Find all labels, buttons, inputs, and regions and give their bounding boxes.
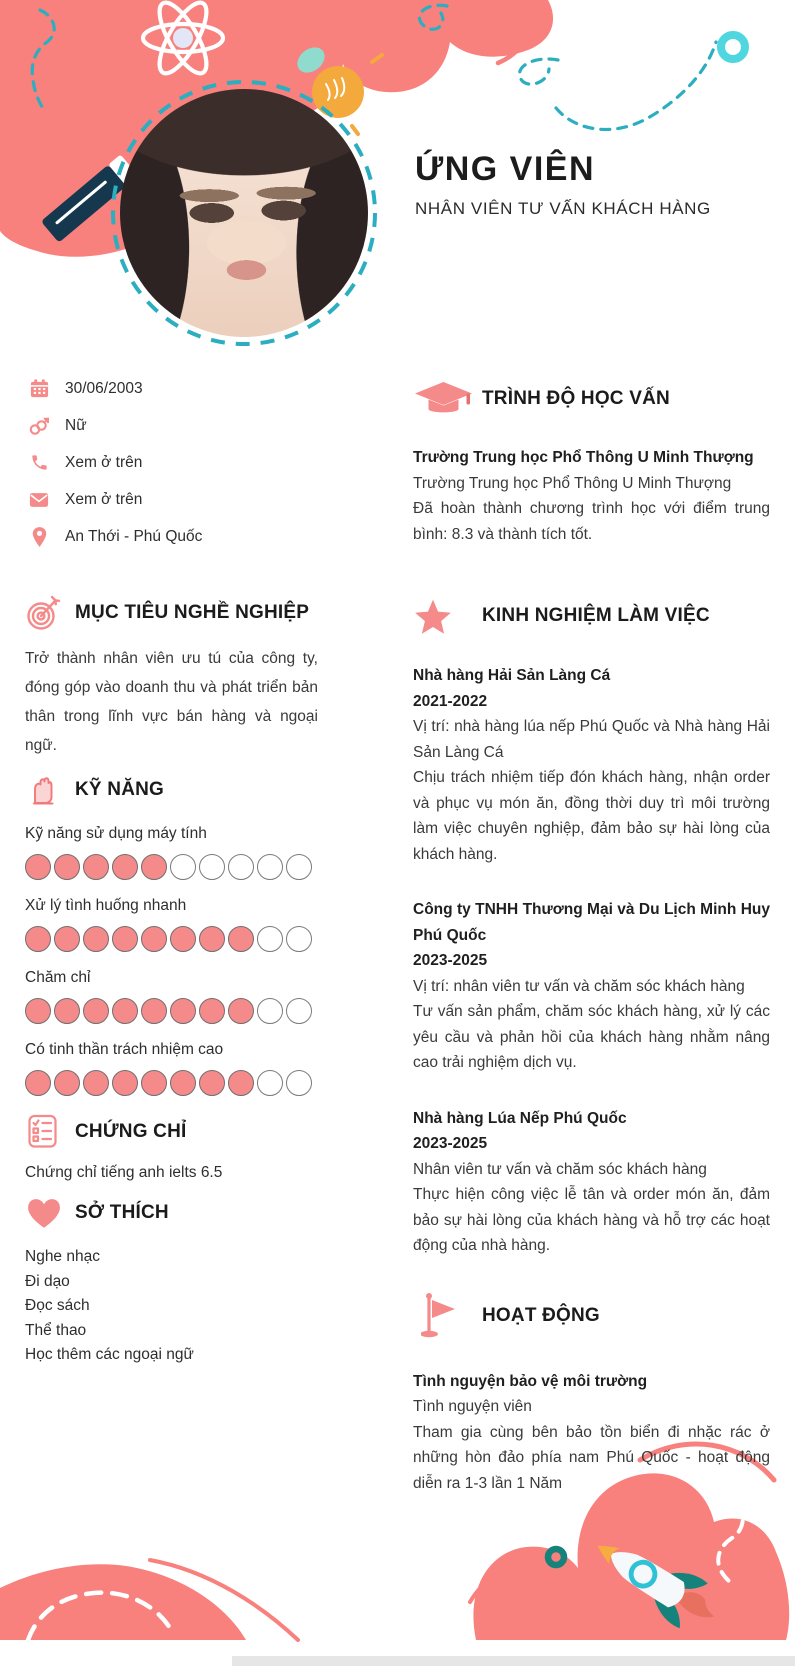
school-name: Trường Trung học Phổ Thông U Minh Thượng [413, 449, 754, 466]
skill-dot-filled [199, 1070, 225, 1096]
skill-dots [25, 926, 318, 952]
job-desc: Chịu trách nhiệm tiếp đón khách hàng, nhận order và phục vụ món ăn, đồng thời duy trì môi trường làm việc chuyên nghiệp, đảm bảo sự hài lòng của khách hàng. [413, 769, 770, 863]
activity-name: Tình nguyện bảo vệ môi trường [413, 1372, 648, 1390]
experience-heading: KINH NGHIỆM LÀM VIỆC [482, 605, 710, 626]
skill-dots [25, 854, 318, 880]
skill-dot-filled [141, 854, 167, 880]
activity-entries [413, 1369, 770, 1497]
certificate-item: Chứng chỉ tiếng anh ielts 6.5 [25, 1164, 223, 1181]
company-name: Nhà hàng Lúa Nếp Phú Quốc [413, 1109, 627, 1127]
skill-dot-filled [25, 998, 51, 1024]
gender-value: Nữ [65, 416, 87, 434]
period: 2023-2025 [413, 952, 488, 969]
left-column [25, 370, 318, 1368]
skill-dot-filled [141, 926, 167, 952]
skill-dot-filled [112, 1070, 138, 1096]
skill-dot-filled [83, 998, 109, 1024]
flag-icon [413, 1291, 482, 1341]
skill-dot-empty [257, 854, 283, 880]
contact-row-birthday [25, 370, 318, 407]
hobby-item: Thể thao [25, 1321, 87, 1339]
skill-dot-empty [199, 854, 225, 880]
email-icon [27, 492, 51, 508]
skill-dot-filled [170, 998, 196, 1024]
candidate-subtitle: NHÂN VIÊN TƯ VẤN KHÁCH HÀNG [415, 199, 711, 218]
skill-dot-filled [141, 1070, 167, 1096]
experience-section-head [413, 597, 770, 635]
phone-value: Xem ở trên [65, 453, 143, 471]
education-entries [413, 445, 770, 547]
job-role: Vị trí: nhân viên tư vấn và chăm sóc khách hàng [413, 977, 745, 995]
skill-item [25, 825, 318, 880]
hobby-item: Nghe nhạc [25, 1248, 100, 1265]
title-block [415, 148, 785, 219]
skill-dot-filled [25, 1070, 51, 1096]
skill-dot-filled [112, 854, 138, 880]
skill-dot-filled [199, 998, 225, 1024]
skill-dot-empty [286, 854, 312, 880]
right-column [413, 374, 770, 1526]
skill-dot-filled [170, 926, 196, 952]
education-heading: TRÌNH ĐỘ HỌC VẤN [482, 387, 670, 409]
skill-dot-filled [54, 854, 80, 880]
skill-dot-filled [141, 998, 167, 1024]
certificates-section-head [25, 1113, 318, 1150]
hobby-list [25, 1245, 318, 1368]
star-icon [413, 597, 482, 635]
skill-dot-empty [170, 854, 196, 880]
email-value: Xem ở trên [65, 490, 143, 508]
activities-heading: HOẠT ĐỘNG [482, 1304, 600, 1326]
hobbies-heading: SỞ THÍCH [75, 1202, 169, 1223]
skill-label: Kỹ năng sử dụng máy tính [25, 825, 207, 842]
skill-dot-filled [54, 998, 80, 1024]
certificates-heading: CHỨNG CHỈ [75, 1120, 187, 1142]
skill-label: Có tinh thần trách nhiệm cao [25, 1041, 224, 1058]
skill-dot-filled [228, 1070, 254, 1096]
education-desc: Đã hoàn thành chương trình học với điểm trung bình: 8.3 và thành tích tốt. [413, 500, 770, 543]
objective-heading: MỤC TIÊU NGHỀ NGHIỆP [75, 602, 310, 623]
target-icon [25, 595, 75, 631]
skills-section-head [25, 772, 318, 808]
skill-dot-empty [257, 1070, 283, 1096]
skill-dot-empty [286, 998, 312, 1024]
birthday-value: 30/06/2003 [65, 379, 143, 397]
gender-icon [27, 416, 51, 435]
skills-heading: KỸ NĂNG [75, 779, 165, 800]
skill-item [25, 897, 318, 952]
skill-dot-empty [228, 854, 254, 880]
hobby-item: Đọc sách [25, 1297, 90, 1315]
skill-dot-filled [83, 854, 109, 880]
job-desc: Thực hiện công việc lễ tân và order món ăn, đảm bảo sự hài lòng của khách hàng và hỗ trợ các hoạt động của nhà hàng. [413, 1186, 770, 1254]
phone-icon [27, 453, 51, 472]
contact-row-location [25, 518, 318, 555]
job-desc: Tư vấn sản phẩm, chăm sóc khách hàng, xử lý các yêu cầu và phản hồi của khách hàng nhằm nâng cao trải nghiệm dịch vụ. [413, 1003, 770, 1071]
activity-entry [413, 1369, 770, 1497]
skill-dot-filled [112, 998, 138, 1024]
location-icon [27, 526, 51, 548]
skill-dot-filled [54, 926, 80, 952]
hobby-item: Học thêm các ngoại ngữ [25, 1346, 194, 1364]
company-name: Nhà hàng Hải Sản Làng Cá [413, 667, 611, 684]
skill-dot-filled [83, 1070, 109, 1096]
activity-role: Tình nguyện viên [413, 1398, 532, 1415]
objective-section-head [25, 595, 318, 631]
contact-row-phone [25, 444, 318, 481]
skill-dot-filled [170, 1070, 196, 1096]
period: 2021-2022 [413, 692, 488, 710]
skill-dot-filled [54, 1070, 80, 1096]
checklist-icon [25, 1113, 75, 1150]
skill-dot-empty [286, 1070, 312, 1096]
skill-dots [25, 998, 318, 1024]
experience-entry [413, 663, 770, 867]
heart-icon [25, 1196, 75, 1230]
school-sub: Trường Trung học Phổ Thông U Minh Thượng [413, 474, 732, 492]
skill-dot-filled [25, 926, 51, 952]
bottom-left-blob [0, 1564, 246, 1640]
skill-item [25, 1041, 318, 1096]
hobby-item: Đi dạo [25, 1272, 70, 1290]
company-name: Công ty TNHH Thương Mại và Du Lịch Minh Huy Phú Quốc [413, 901, 770, 944]
job-role: Vị trí: nhà hàng lúa nếp Phú Quốc và Nhà hàng Hải Sản Làng Cá [413, 718, 770, 761]
objective-text: Trở thành nhân viên ưu tú của công ty, đóng góp vào doanh thu và phát triển bản thân trong lĩnh vực bán hàng và ngoại ngữ. [25, 650, 318, 754]
skill-label: Xử lý tình huống nhanh [25, 897, 187, 914]
experience-entry [413, 897, 770, 1076]
experience-entries [413, 663, 770, 1259]
activity-desc: Tham gia cùng bên bảo tồn biển đi nhặc rác ở những hòn đảo phía nam Phú Quốc - hoạt động diễn ra 1-3 lần 1 Năm [413, 1423, 770, 1492]
skill-dot-empty [257, 998, 283, 1024]
bottom-gray-bar [232, 1656, 795, 1666]
skill-dot-filled [112, 926, 138, 952]
activities-section-head [413, 1291, 770, 1341]
skill-dots [25, 1070, 318, 1096]
contact-row-email [25, 481, 318, 518]
education-section-head [413, 380, 770, 417]
contact-row-gender [25, 407, 318, 444]
education-entry [413, 445, 770, 547]
skill-dot-filled [25, 854, 51, 880]
location-value: An Thới - Phú Quốc [65, 527, 203, 545]
cyan-donut-icon [721, 35, 745, 59]
fist-icon [25, 772, 75, 808]
graduation-cap-icon [413, 380, 482, 417]
skill-item [25, 969, 318, 1024]
skill-dot-filled [83, 926, 109, 952]
skill-label: Chăm chỉ [25, 969, 91, 986]
candidate-title: ỨNG VIÊN [415, 150, 596, 188]
skill-dot-empty [257, 926, 283, 952]
skill-dot-empty [286, 926, 312, 952]
calendar-icon [27, 378, 51, 399]
skill-dot-filled [228, 998, 254, 1024]
job-role: Nhân viên tư vấn và chăm sóc khách hàng [413, 1160, 707, 1178]
period: 2023-2025 [413, 1135, 488, 1152]
hobbies-section-head [25, 1196, 318, 1230]
experience-entry [413, 1106, 770, 1259]
skill-dot-filled [228, 926, 254, 952]
skill-dot-filled [199, 926, 225, 952]
photo-dashed-ring [104, 73, 384, 353]
